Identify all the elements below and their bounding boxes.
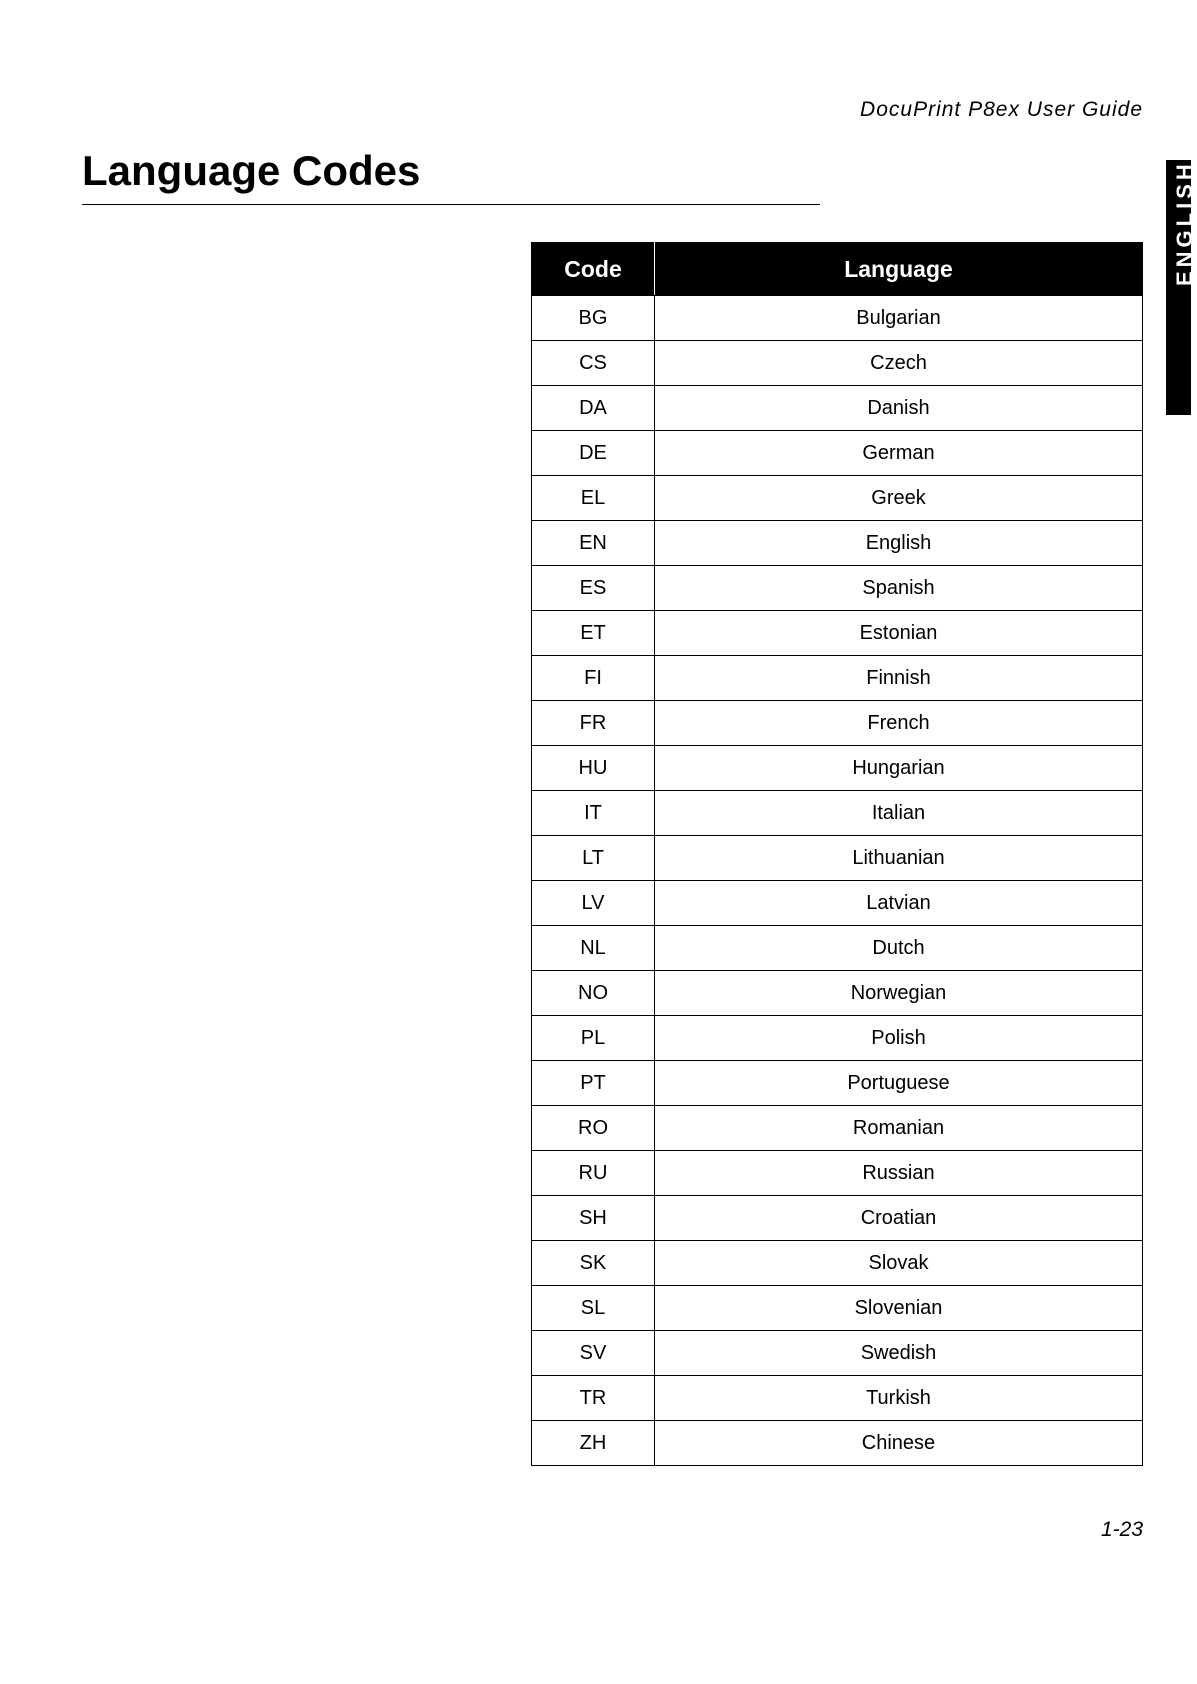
- code-cell: EN: [532, 521, 655, 566]
- code-cell: LT: [532, 836, 655, 881]
- table-row: [532, 836, 1143, 881]
- language-cell: Bulgarian: [655, 296, 1143, 341]
- code-cell: DE: [532, 431, 655, 476]
- code-cell: DA: [532, 386, 655, 431]
- title-divider: [82, 204, 820, 205]
- language-cell: Czech: [655, 341, 1143, 386]
- language-cell: Dutch: [655, 926, 1143, 971]
- table-row: [532, 881, 1143, 926]
- language-cell: Hungarian: [655, 746, 1143, 791]
- code-cell: PL: [532, 1016, 655, 1061]
- language-cell: Lithuanian: [655, 836, 1143, 881]
- code-cell: HU: [532, 746, 655, 791]
- table-row: [532, 1061, 1143, 1106]
- code-cell: SL: [532, 1286, 655, 1331]
- table-row: [532, 701, 1143, 746]
- code-cell: RO: [532, 1106, 655, 1151]
- code-cell: IT: [532, 791, 655, 836]
- code-cell: NO: [532, 971, 655, 1016]
- code-cell: LV: [532, 881, 655, 926]
- language-cell: Romanian: [655, 1106, 1143, 1151]
- language-cell: Russian: [655, 1151, 1143, 1196]
- table-row: [532, 386, 1143, 431]
- language-cell: Swedish: [655, 1331, 1143, 1376]
- table-row: [532, 746, 1143, 791]
- page-title: Language Codes: [82, 147, 421, 194]
- language-cell: Latvian: [655, 881, 1143, 926]
- table-row: [532, 1016, 1143, 1061]
- language-cell: German: [655, 431, 1143, 476]
- language-cell: Slovenian: [655, 1286, 1143, 1331]
- language-cell: Portuguese: [655, 1061, 1143, 1106]
- table-row: [532, 926, 1143, 971]
- code-cell: SH: [532, 1196, 655, 1241]
- table-row: [532, 521, 1143, 566]
- language-cell: Finnish: [655, 656, 1143, 701]
- page-number: 1-23: [1100, 1518, 1143, 1541]
- language-cell: Croatian: [655, 1196, 1143, 1241]
- side-tab-label: ENGLISH: [1172, 160, 1197, 286]
- table-row: [532, 1331, 1143, 1376]
- table-row: [532, 1151, 1143, 1196]
- code-cell: NL: [532, 926, 655, 971]
- code-cell: FI: [532, 656, 655, 701]
- code-cell: FR: [532, 701, 655, 746]
- language-cell: Estonian: [655, 611, 1143, 656]
- code-cell: SV: [532, 1331, 655, 1376]
- language-cell: Spanish: [655, 566, 1143, 611]
- side-tab: [1166, 160, 1197, 415]
- code-cell: CS: [532, 341, 655, 386]
- table-row: [532, 1106, 1143, 1151]
- language-cell: Chinese: [655, 1421, 1143, 1466]
- language-cell: Italian: [655, 791, 1143, 836]
- table-row: [532, 971, 1143, 1016]
- table-row: [532, 476, 1143, 521]
- column-header-code: Code: [532, 243, 655, 296]
- table-row: [532, 566, 1143, 611]
- table-row: [532, 431, 1143, 476]
- table-row: [532, 1376, 1143, 1421]
- table-row: [532, 296, 1143, 341]
- language-cell: English: [655, 521, 1143, 566]
- code-cell: EL: [532, 476, 655, 521]
- table-row: [532, 1286, 1143, 1331]
- language-cell: Danish: [655, 386, 1143, 431]
- code-cell: ET: [532, 611, 655, 656]
- table-row: [532, 1241, 1143, 1286]
- language-cell: Polish: [655, 1016, 1143, 1061]
- code-cell: RU: [532, 1151, 655, 1196]
- code-cell: BG: [532, 296, 655, 341]
- language-cell: Greek: [655, 476, 1143, 521]
- table-row: [532, 791, 1143, 836]
- code-cell: ES: [532, 566, 655, 611]
- code-cell: SK: [532, 1241, 655, 1286]
- code-cell: TR: [532, 1376, 655, 1421]
- code-cell: ZH: [532, 1421, 655, 1466]
- language-cell: Turkish: [655, 1376, 1143, 1421]
- language-codes-table: [531, 242, 1143, 1466]
- language-cell: Norwegian: [655, 971, 1143, 1016]
- table-row: [532, 611, 1143, 656]
- code-cell: PT: [532, 1061, 655, 1106]
- table-row: [532, 1421, 1143, 1466]
- table-row: [532, 656, 1143, 701]
- column-header-language: Language: [655, 243, 1143, 296]
- table-row: [532, 1196, 1143, 1241]
- table-row: [532, 341, 1143, 386]
- language-cell: Slovak: [655, 1241, 1143, 1286]
- language-cell: French: [655, 701, 1143, 746]
- table-header-row: [532, 243, 1143, 296]
- running-header: DocuPrint P8ex User Guide: [860, 98, 1143, 121]
